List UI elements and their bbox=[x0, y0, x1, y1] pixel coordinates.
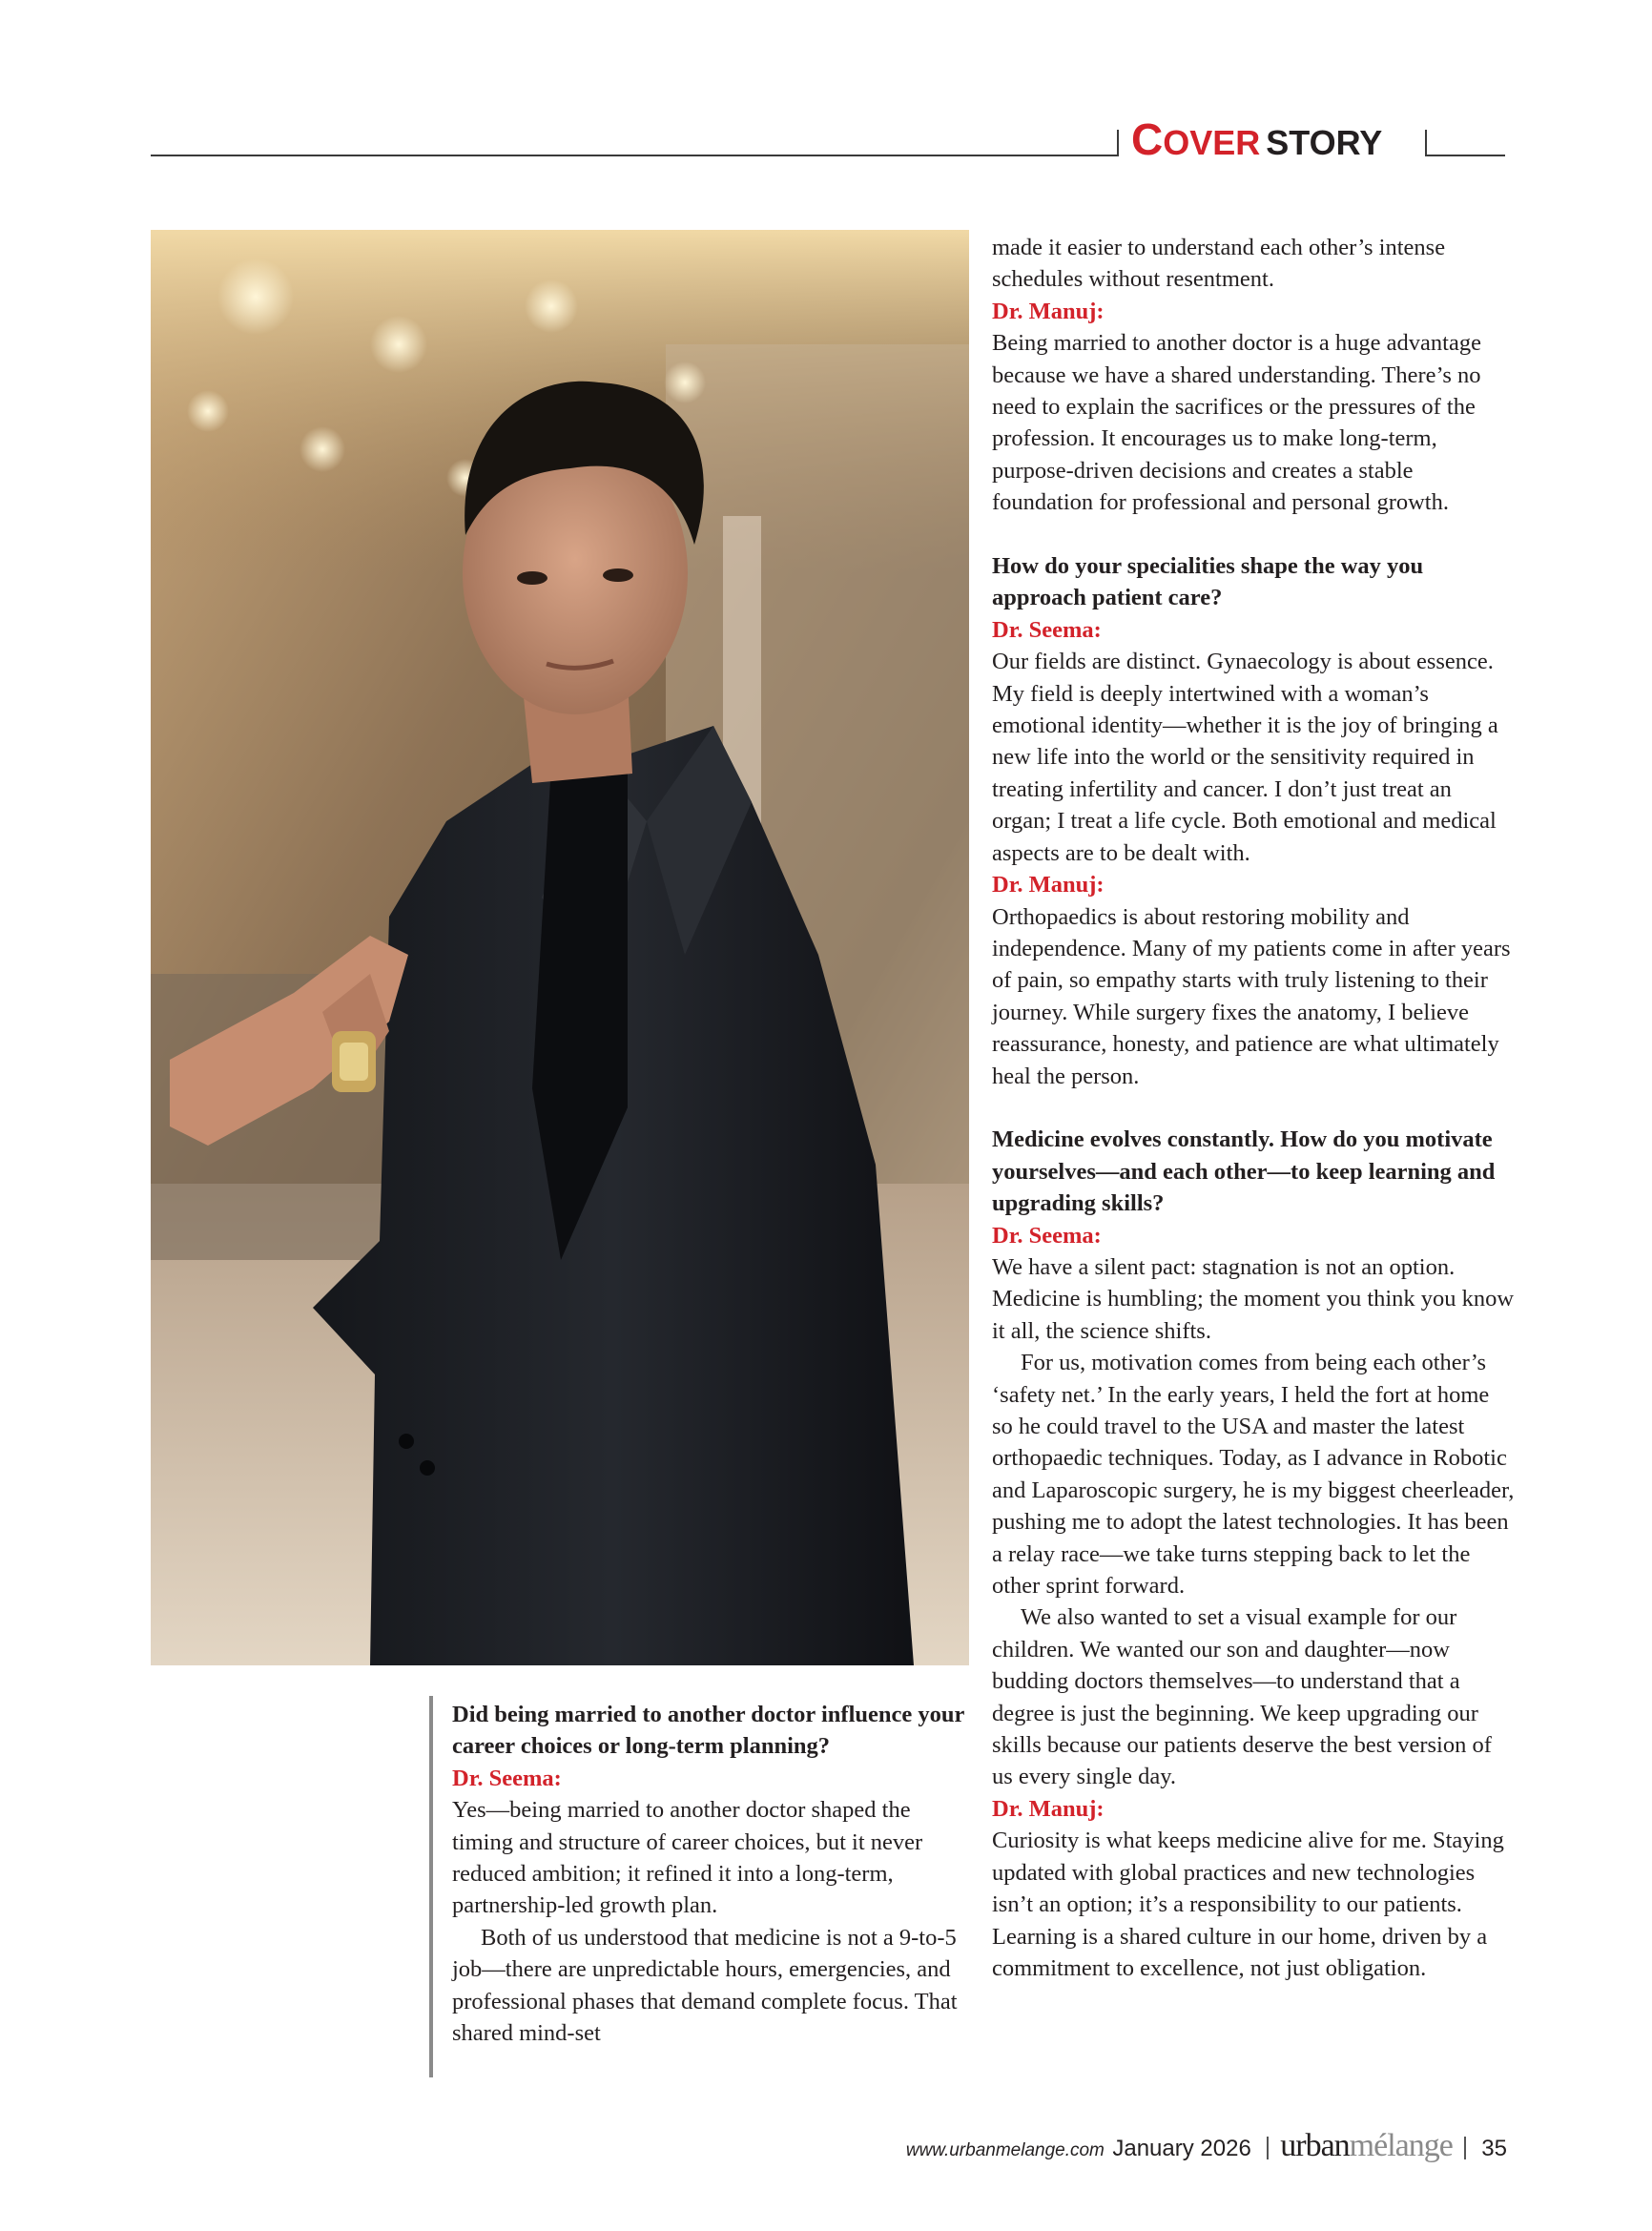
interview-question: Medicine evolves constantly. How do you motivate yourselves—and each other—to keep learning and upgrading skills? bbox=[992, 1126, 1496, 1217]
speaker-label: Dr. Manuj: bbox=[992, 1795, 1105, 1822]
section-label-story: STORY bbox=[1266, 123, 1383, 162]
continued-answer: made it easier to understand each other’s intense schedules without resentment. bbox=[992, 235, 1446, 293]
footer-separator bbox=[1267, 2137, 1269, 2159]
footer-brand-urban: urban bbox=[1280, 2128, 1350, 2163]
answer-paragraph: We have a silent pact: stagnation is not an option. Medicine is humbling; the moment you think you know it all, the science shifts. bbox=[992, 1253, 1515, 1344]
left-column bbox=[452, 1699, 967, 2049]
portrait-photo bbox=[151, 230, 969, 1665]
answer-paragraph: Orthopaedics is about restoring mobility and independence. Many of my patients come in after years of pain, so empathy starts with truly listening to their journey. While surgery fixes the anatomy, I believe reassurance, honesty, and patience are what ultimately heal the person. bbox=[992, 903, 1511, 1089]
header-tick-right bbox=[1425, 130, 1427, 156]
section-first-letter: C bbox=[1131, 114, 1164, 164]
interview-question: How do your specialities shape the way you approach patient care? bbox=[992, 553, 1424, 611]
speaker-label: Dr. Seema: bbox=[992, 1222, 1102, 1249]
right-column bbox=[992, 232, 1515, 1984]
section-label bbox=[1131, 113, 1417, 166]
speaker-label: Dr. Seema: bbox=[452, 1765, 562, 1791]
answer-paragraph: We also wanted to set a visual example for our children. We wanted our son and daughter—now budding doctors themselves—to understand that a degree is just the beginning. We keep upgrading our skills because our patients deserve the best version of us every single day. bbox=[992, 1604, 1492, 1790]
answer-paragraph: For us, motivation comes from being each other’s ‘safety net.’ In the early years, I held the fort at home so he could travel to the USA and master the latest orthopaedic techniques. Today, as I advance in Robotic and Laparoscopic surgery, he is my biggest cheerleader, pushing me to adopt the latest technologies. It has been a relay race—we take turns stepping back to let the other sprint forward. bbox=[992, 1350, 1515, 1600]
left-column-rule bbox=[429, 1696, 433, 2077]
header-tick-left bbox=[1117, 130, 1119, 156]
speaker-label: Dr. Manuj: bbox=[992, 872, 1105, 899]
speaker-label: Dr. Manuj: bbox=[992, 298, 1105, 324]
page-number: 35 bbox=[1481, 2136, 1507, 2161]
header-rule-left bbox=[151, 155, 1118, 156]
page-footer bbox=[839, 2127, 1507, 2165]
speaker-label: Dr. Seema: bbox=[992, 616, 1102, 643]
answer-paragraph: Being married to another doctor is a huge advantage because we have a shared understanding. There’s no need to explain the sacrifices or the pressures of the profession. It encourages us to make long-term, purpose-driven decisions and creates a stable foundation for professional and personal growth. bbox=[992, 330, 1481, 516]
answer-paragraph: Both of us understood that medicine is not a 9-to-5 job—there are unpredictable hours, emergencies, and professional phases that demand complete focus. That shared mind-set bbox=[452, 1924, 958, 2047]
header-rule-right bbox=[1425, 155, 1505, 156]
section-rest: OVER bbox=[1163, 123, 1261, 162]
answer-paragraph: Yes—being married to another doctor shaped the timing and structure of career choices, but it never reduced ambition; it refined it into a long-term, partnership-led growth plan. bbox=[452, 1797, 923, 1919]
interview-question: Did being married to another doctor influence your career choices or long-term planning? bbox=[452, 1702, 964, 1760]
answer-paragraph: Curiosity is what keeps medicine alive for me. Staying updated with global practices and new technologies isn’t an option; it’s a responsibility to our patients. Learning is a shared culture in our home, driven by a commitment to excellence, not just obligation. bbox=[992, 1828, 1504, 1981]
footer-issue: January 2026 bbox=[1112, 2136, 1251, 2161]
footer-brand-melange: mélange bbox=[1349, 2128, 1453, 2163]
paragraph-gap bbox=[992, 519, 1515, 550]
answer-paragraph: Our fields are distinct. Gynaecology is about essence. My field is deeply intertwined with a woman’s emotional identity—whether it is the joy of bringing a new life into the world or the sensitivity required in treating infertility and cancer. I don’t just treat an organ; I treat a life cycle. Both emotional and medical aspects are to be dealt with. bbox=[992, 649, 1498, 866]
footer-separator bbox=[1464, 2137, 1466, 2159]
section-label-cover bbox=[1131, 114, 1260, 164]
paragraph-gap bbox=[992, 1092, 1515, 1124]
footer-url[interactable]: www.urbanmelange.com bbox=[905, 2140, 1105, 2160]
